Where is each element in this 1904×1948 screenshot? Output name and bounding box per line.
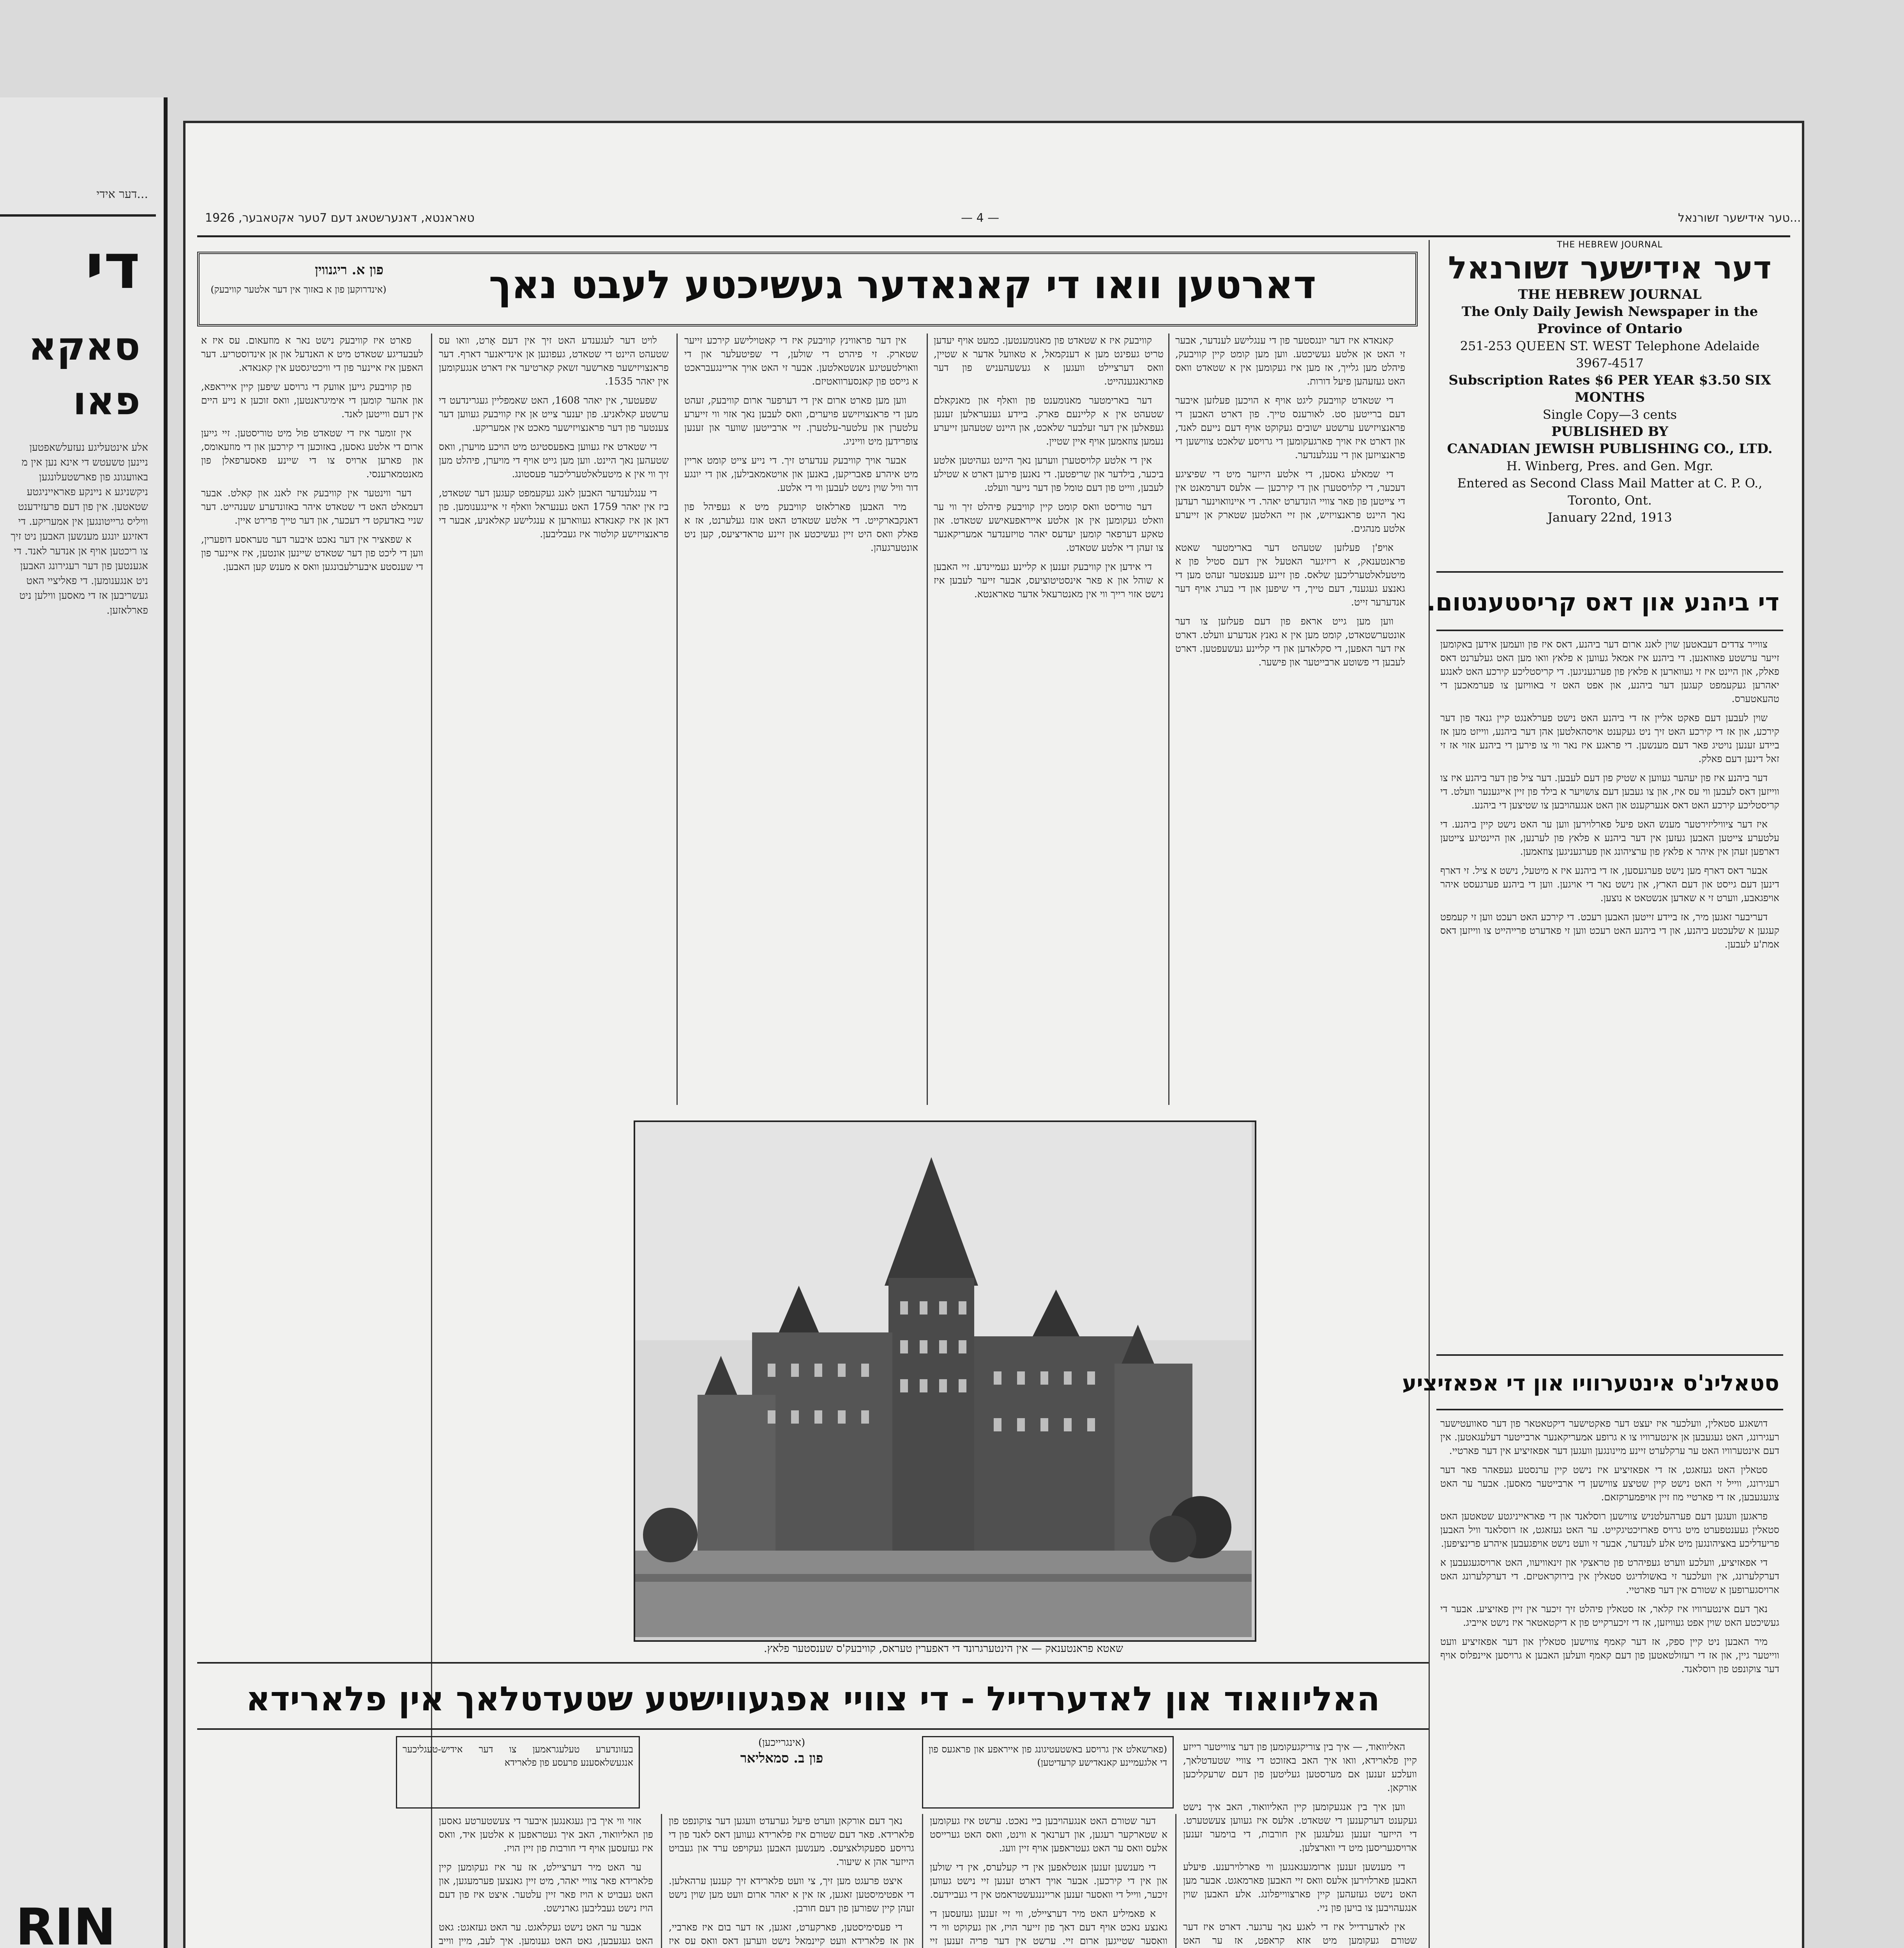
feature-byline-note: (אינדרוקען פון א באזוך אין דער אלטער קוויבעק) (210, 284, 387, 295)
previous-page-strip (0, 97, 168, 1948)
bottom-column-2 (930, 1814, 1167, 1948)
feature-paragraph: אויפ'ן פעלזען שטעהט דער בארימטער שאטא פראנטענאק, א ריזיגער האטעל אין דעם סטיל פון א מיטעלאלטערליכען שלאס. פון זיינע פענצטער זעהט מען די גאנצע געגענד, דעם טייך, די שיפען און די בערג אויף דער אנדערער זייט. (1175, 542, 1405, 608)
column-rule (1175, 1814, 1176, 1948)
editorial-1-paragraph: דעריבער זאגען מיר, אז ביידע זייטען האבען רעכט. די קירכע האט רעכט ווען זי קעמפט קעגען א שלעכטע ביהנע, און די ביהנע האט רעכט ווען זי פאדערט פרייהייט צו ווייזען דאס אמת'ע לעבען. (1440, 911, 1779, 950)
feature-paragraph: ווען מען גייט אראפ פון דעם פעלזען צו דער אונטערשטאדט, קומט מען אין א גאנץ אנדערע וועלט. דארט איז דער האפען, די סקלאדען און די קליינע געשעפטען. דארט לעבען די פשוטע ארבייטער און פישער. (1175, 616, 1405, 668)
previous-page-heading-2: פאו (73, 378, 140, 423)
column-rule (1168, 333, 1169, 1105)
masthead-date: January 22nd, 1913 (1547, 510, 1672, 525)
bottom-column-1 (1183, 1740, 1417, 1948)
feature-paragraph: קוויבעק איז א שטאדט פון מאנומענטען. כמעט אויף יעדען טריט געפינט מען א דענקמאל, א טאוועל אדער א שטיין, וואס דערציילט וועגען א געשעהעניש פון דער פארגאנגענהייט. (934, 335, 1164, 387)
editorial-1-headline: די ביהנע און דאס קריסטענטום. (1426, 588, 1779, 616)
column-rule (927, 333, 928, 1105)
editorial-2-rule (1436, 1409, 1783, 1410)
previous-page-ad-word: RIN (16, 1897, 116, 1948)
editorial-1-paragraph: שוין לעבען דעם פאקט אליין אז די ביהנע האט נישט פערלאנגט קיין גנאד פון דער קירכע, און אז די קירכע האט זיך ניט געקענט אויסהאלטען אהן דער ביהנע, ווייזט מען אז ביידע זענען נויטיג פאר דעם מענשען. די פראגע איז נאר ווי צו פירען די ביהנע אזוי אז זי זאל דינען דעם פאלק. (1440, 712, 1779, 764)
feature-column-4 (439, 333, 669, 1105)
masthead-rates: Subscription Rates $6 PER YEAR $3.50 SIX MONTHS (1448, 372, 1771, 405)
previous-page-big-letters: די (85, 230, 140, 303)
newspaper-page (183, 121, 1804, 1948)
feature-paragraph: די שמאלע גאסען, די אלטע הייזער מיט די שפיציגע דעכער, די קלויסטערן און די קירכען — אלעס דערמאנט אין די צייטען פון פאר צוויי הונדערט יאהר. די איינוואוינער רעדען נאך היינט פראנצויזיש, און זיי האלטען שטארק אן זייערע אלטע מנהגים. (1175, 468, 1405, 534)
feature-headline: דארטען וואו די קאנאדער געשיכטע לעבט נאך (489, 262, 1316, 307)
bottom-note-box-right (922, 1736, 1174, 1809)
feature-paragraph: די שטאדט איז געווען באפעסטיגט מיט הויכע מויערן, וואס שטעהען נאך היינט. ווען מען גייט אויף די מויערן, פיהלט מען זיך ווי אין א מיטעלאלטערליכער פעסטונג. (439, 441, 669, 480)
masthead-single-copy: Single Copy—3 cents (1542, 407, 1677, 422)
bottom-paragraph: ווען איך בין אנגעקומען קיין האליוואוד, האב איך נישט געקענט דערקענען די שטאדט. אלעס איז געווען צעשטערט. די הייזער זענען געלעגען אין חורבות, די בוימער זענען ארויסגעריסען מיט די ווארצלען. (1183, 1801, 1417, 1853)
bottom-article-rule-top (197, 1662, 1429, 1664)
editorial-2-paragraph: סטאלין האט געזאגט, אז די אפאזיציע איז נישט קיין ערנסטע געפאהר פאר דער רעגירונג, ווייל זי האט נישט קיין שטיצע צווישען די ארבייטער מאסען. אבער ער האט צוגעגעבען, אז די פארטיי מוז זיין אויפמערקזאם. (1440, 1464, 1779, 1503)
editorial-2-paragraph: פראגען וועגען דעם פערהעלטניש צווישען רוסלאנד און די פאראייניגטע שטאטען האט סטאלין געענטפערט מיט גרויס פארזיכטיגקייט. ער האט געזאגט, אז רוסלאנד וויל האבען פריעדליכע באציהונגען מיט אלע לענדער, אבער זי וועט נישט אויפגעבען איהרע פרינציפען. (1440, 1510, 1779, 1549)
feature-paragraph: די אידען אין קוויבעק זענען א קליינע געמיינדע. זיי האבען א שוהל און א פאר אינסטיטוציעס, אבער זייער לעבען איז נישט אזוי רייך ווי אין מאנטרעאל אדער טאראנטא. (934, 561, 1164, 600)
editorial-1-rule (1436, 630, 1783, 631)
bottom-article-rule (197, 1728, 1429, 1730)
masthead-small-title: THE HEBREW JOURNAL (1557, 240, 1663, 250)
editorial-1-paragraph: איז דער ציוויליזירטער מענש האט פיעל פארלוירען ווען ער האט נישט קיין ביהנע. די עלטערע צייטען האבען געזען אין דער ביהנע א פלאץ פון לערנען, און היינטיגע צייטען דארפען זעהן אין איהר א פלאץ פון ערציהונג און פערגעניגען צוזאמען. (1440, 819, 1779, 857)
feature-paragraph: די שטאדט קוויבעק ליגט אויף א הויכען פעלזען איבער דעם ברייטען סט. לאורענס טייך. פון דארט האבען די פראנצויזישע ערשטע ישובים געקוקט אויף דעם נייעם לאנד, און דארט איז אויך פארגעקומען די גרויסע שלאכט צווישען די פראנצויזען און די ענגלענדער. (1175, 395, 1405, 461)
bottom-paragraph: נאך דעם אורקאן ווערט פיעל גערעדט וועגען דער צוקונפט פון פלארידא. פאר דעם שטורם איז פלארידא געווען דאס לאנד פון די גרויסע ספעקולאציעס. מענשען האבען געקויפט ערד און געבויט הייזער אהן א שיעור. (669, 1815, 914, 1867)
bottom-paragraph: א פאמיליע האט מיר דערציילט, ווי זיי זענען געזעסען די גאנצע נאכט אויף דעם דאך פון זייער הויז, און געקוקט ווי די וואסער שטייגען ארום זיי. ערשט אין דער פריה זענען זיי (930, 1908, 1167, 1946)
feature-paragraph: אין זומער איז די שטאדט פול מיט טוריסטען. זיי גייען ארום די אלטע גאסען, באזוכען די קירכען און די מוזעאומס, און פארען ארויס צו די שיינע פאסערפאלן פון מאנטמארענסי. (201, 427, 423, 480)
masthead-english-name: THE HEBREW JOURNAL (1518, 287, 1702, 302)
feature-column-2 (934, 333, 1164, 1105)
previous-page-header: ...דער אידי (96, 187, 148, 201)
feature-paragraph: די ענגלענדער האבען לאנג געקעמפט קעגען דער שטאדט, ביז אין יאהר 1759 האט גענעראל וואלף זי איינגענומען. פון דאן אן איז קאנאדא געווארען א ענגלישע קאלאניע, אבער די פראנצויזישע קולטור איז געבליבען. (439, 487, 669, 540)
feature-paragraph: אין די אלטע קלויסטערן ווערען נאך היינט געהיטען אלטע ביכער, בילדער און שריפטען. די נאנען פירען דארט א שטילע לעבען, ווייט פון דעם טומל פון דער נייער וועלט. (934, 455, 1164, 493)
bottom-paragraph: די פעסימיסטען, פארקערט, זאגען, אז דער בום איז פארביי, און אז פלארידא וועט קיינמאל נישט ווערען דאס וואס עס איז (669, 1922, 914, 1946)
bottom-paragraph: האליוואוד, — איך בין צוריקגעקומען פון דער צווייטער רייזע קיין פלארידא, וואו איך האב באזוכט די צוויי שטעדטלאך, וועלכע זענען אם מערסטען געליטען פון דעם שרעקליכען אורקאן. (1183, 1741, 1417, 1793)
feature-paragraph: מיר האבען פארלאזט קוויבעק מיט א געפיהל פון דאנקבארקייט. די אלטע שטאדט האט אונז געלערנט, אז א פאלק וואס היט זיין געשיכטע און זיינע טראדיציעס, קען ניט אונטערגעהן. (684, 501, 918, 553)
column-rule (661, 1814, 662, 1948)
bottom-paragraph: אבער ער האט נישט געקלאגט. ער האט געזאגט: גאט האט געגעבען, גאט האט גענומען. איך לעב, מיין ווייב (439, 1922, 653, 1946)
feature-paragraph: קאנאדא איז דער יונגסטער פון די ענגלישע לענדער, אבער זי האט אן אלטע געשיכטע. ווען מען קומט קיין קוויבעק, פיהלט מען גלייך, אז מען איז געקומען אין א שטאדט וואס האט געזעהען פיעל דורות. (1175, 335, 1405, 387)
feature-paragraph: אין דער פראווינץ קוויבעק איז די קאטוילישע קירכע זייער שטארק. זי פיהרט די שולען, די שפיטעלער און די וואוילטעטיגע אנשטאלטען. אבער זי האט אויך אריינגעבראכט א גייסט פון קאנסערוואטיזם. (684, 335, 918, 387)
feature-paragraph: ווען מען פארט ארום אין די דערפער ארום קוויבעק, זעהט מען די פראנצויזישע פויערים, וואס לעבען נאך אזוי ווי זייערע עלטערן און עלטער-עלטערן. זיי ארבייטען שווער און זענען צופרידען מיט ווייניג. (684, 395, 918, 447)
bottom-note-box-left (396, 1736, 640, 1809)
feature-column-1 (1175, 333, 1405, 1105)
feature-byline-author: פון א. ריגנווין (314, 262, 384, 278)
editorial-2-paragraph: דושאגע סטאלין, וועלכער איז יעצט דער פאקטישער דיקטאטאר פון דער סאוועטישער רעגירונג, האט געגעבען אן אינטערוויו צו א גרופע אמעריקאנער ארבייטער דעלעגאטען. אין דעם אינטערוויו האט ער ערקלערט זיינע מיינונגען וועגען דער אפאזיציע אין דער פארטיי. (1440, 1418, 1779, 1456)
folio-page-number: — 4 — (961, 211, 1000, 225)
bottom-paragraph: אין לאדערדייל איז די לאגע נאך ערגער. דארט איז דער שטורם געקומען מיט אזא קראפט, אז ער האט (1183, 1921, 1417, 1946)
photo-caption: שאטא פראנטענאק — אין הינטערגרונד די דאפערין טעראס, קוויבעק'ס שענסטער פלאץ. (763, 1643, 1123, 1655)
bottom-paragraph: איצט פרעגט מען זיך, צי וועט פלארידא זיך קענען ערהאלען. די אפטימיסטען זאגען, אז אין א יאהר ארום וועט מען שוין נישט זעהן קיין שפורען פון דעם חורבן. (669, 1875, 914, 1914)
feature-paragraph: דער טוריסט וואס קומט קיין קוויבעק פיהלט זיך ווי ער וואלט געקומען אין אן אלטע אייראפעאישע שטאדט. און טאקע דערפאר קומען יעדעס יאהר טויזענדער אמעריקאנער צו זעהן די אלטע שטאדט. (934, 501, 1164, 553)
bottom-paragraph: די מענשען זענען ארומגעגאנגען ווי פארלוירענע. פיעלע האבען פארלוירען אלעס וואס זיי האבען פארמאגט. אבער מען האט נישט געזעהען קיין פארצווייפלונג. אלע האבען שוין אנגעהויבען צו בויען פון ניי. (1183, 1861, 1417, 1913)
masthead-publisher: CANADIAN JEWISH PUBLISHING CO., LTD. (1447, 441, 1773, 457)
editorial-2-rule-top (1436, 1354, 1783, 1356)
editorial-1-paragraph: דער ביהנע איז פון יעהער געווען א שטיק פון דעם לעבען. דער ציל פון דער ביהנע איז צו ווייזען דאס לעבען ווי עס איז, און צו געבען דעם צושויער א בילד פון זיין אייגענער וועלט. די קריסטליכע קירכע האט דאס אנערקענט און האט אנגעהויבען צו שטיצען די ביהנע. (1440, 772, 1779, 811)
column-rule (676, 333, 678, 1105)
column-rule (922, 1814, 923, 1948)
masthead-address: 251-253 QUEEN ST. WEST Telephone Adelaide 3967-4517 (1460, 339, 1760, 371)
bottom-paragraph: דער שטורם האט אנגעהויבען ביי נאכט. ערשט איז געקומען א שטארקער רעגען, און דערנאך א ווינט, וואס האט גערייסט אלעס וואס ער האט געטראפען אויף זיין וועג. (930, 1815, 1167, 1854)
editorial-1-body (1440, 637, 1779, 1378)
editorial-1-paragraph: אבער דאס דארף מען נישט פערגעסען, אז די ביהנע איז א מיטעל, נישט א ציל. זי דארף דינען דעם גייסט און דעם הארץ, און נישט נאר די אויגען. ווען די ביהנע פערגעסט איהר אויפגאבע, ווערט זי א שאדען אנשטאט א נוצען. (1440, 865, 1779, 903)
chateau-frontenac-photo (634, 1120, 1256, 1642)
bottom-article-headline: האליוואוד און לאדערדייל - די צוויי אפגעווישטע שטעדטלאך אין פלארידא (246, 1680, 1380, 1719)
feature-paragraph: פון קוויבעק גייען אוועק די גרויסע שיפען קיין אייראפא, און אהער קומען די אימיגראנטען, וואס זוכען א נייע היים אין דעם ווייטען לאנד. (201, 381, 423, 420)
masthead-rule (1436, 571, 1783, 573)
bottom-column-4 (439, 1814, 653, 1948)
bottom-byline-note: (אינגרייכען) (758, 1737, 805, 1749)
previous-page-rule (0, 214, 156, 217)
editorial-2-paragraph: מיר האבען ניט קיין ספק, אז דער קאמף צווישען סטאלין און דער אפאזיציע וועט ווייטער גיין, און אז די רעזולטאטען פון דעם קאמף וועלען האבען א גרויסען איינפלוס אויף דער צוקונפט פון רוסלאנד. (1440, 1636, 1779, 1675)
masthead-tagline: The Only Daily Jewish Newspaper in the Province of Ontario (1461, 304, 1758, 337)
folio-paper-name: ...טער אידישער זשורנאל (1678, 211, 1801, 225)
folio-rule (197, 235, 1790, 237)
bottom-paragraph: די מענשען זענען אנטלאפען אין די קעלערס, אין די שולען און אין די קירכען. אבער אויך דארט זענען זיי נישט געווען זיכער, ווייל די וואסער זענען ארייננגעשטראמט אין די געביידעס. (930, 1862, 1167, 1900)
editorial-1-paragraph: צווייר צדדים דעבאטען שוין לאנג ארום דער ביהנע, דאס איז פון וועמען אידען באקומען זייער ערשטע פאוואנען. די ביהנע איז אמאל געווען א פלאץ וואו מען האט געלערנט דאס פאלק, און היינט איז זי געווארען א פלאץ פון פערגעניגען. די קריסטליכע קירכע האט לאנגע יאהרען געקעמפט קעגען דער ביהנע, און אפט האט זי באוויזען צו פערמאכען די טהעאטערס. (1440, 639, 1779, 704)
feature-column-3 (684, 333, 918, 1105)
editorial-2-paragraph: די אפאזיציע, וועלכע ווערט געפיהרט פון טראצקי און זינאוויעוו, האט ארויסגעגעבען א דערקלערונג, אין וועלכער זי באשולדיגט סטאלין אין בירוקראטיזם. די דערקלערונג האט ארויסגערופען א שטורם אין דער פארטיי. (1440, 1557, 1779, 1595)
folio-dateline: טאראנטא, דאנערשטאג דעם 7טער אקטאבער, 1926 (205, 211, 475, 225)
feature-paragraph: שפעטער, אין יאהר 1608, האט שאמפליין געגרינדעט די ערשטע קאלאניע. פון יענער צייט אן איז קוויבעק געווען דער צענטער פון דער פראנצויזישער מאכט אין אמעריקע. (439, 395, 669, 433)
bottom-paragraph: ער האט מיר דערציילט, אז ער איז געקומען קיין פלארידא פאר צוויי יאהר, מיט זיין גאנצען פערמעגען, און האט געבויט א הויז פאר זיין עלטער. איצט איז פון דעם הויז נישט געבליבען גארנישט. (439, 1862, 653, 1914)
chateau-illustration (635, 1122, 1252, 1637)
feature-paragraph: פארט איז קוויבעק נישט נאר א מוזעאום. עס איז א לעבעדיגע שטאדט מיט א האנדעל און אן אינדוסטריע. דער האפען איז איינער פון די וויכטיגסטע אין קאנאדא. (201, 335, 423, 373)
feature-paragraph: דער בארימטער מאנומענט פון וואלף און מאנקאלם שטעהט אין א קליינעם פארק. ביידע גענעראלען זענען געפאלען אין דער זעלבער שלאכט, און היינט שטעהען זייערע נעמען צוזאמען אויף איין שטיין. (934, 395, 1164, 447)
masthead (1440, 240, 1779, 591)
feature-paragraph: דער ווינטער אין קוויבעק איז לאנג און קאלט. אבער דעמאלט האט די שטאדט איהר באזונדערע שענהייט. דער שניי באדעקט די דעכער, און דער טייך פרירט איין. (201, 487, 423, 526)
masthead-entered: Entered as Second Class Mail Matter at C. P. O., Toronto, Ont. (1457, 476, 1763, 508)
bottom-note-right-text: (פארשאלט אין גרויסע באשטעטיגונג פון אייראפע און פראגעס פון די אלגעמיינע קאנאדישע קרעדיטען) (929, 1744, 1167, 1768)
masthead-officers: H. Winberg, Pres. and Gen. Mgr. (1506, 459, 1713, 473)
editorial-2-paragraph: נאך דעם אינטערוויו איז קלאר, אז סטאלין פיהלט זיך זיכער אין זיין פאזיציע. אבער די געשיכטע האט שוין אפט געוויזען, אז די זיכערקייט פון א דיקטאטאר איז נישט אייביג. (1440, 1603, 1779, 1628)
folio-line (197, 211, 1801, 232)
bottom-column-3 (669, 1814, 914, 1948)
bottom-note-left-text: בעזונדערע טעלעגראמען צו דער אידיש-טעגליכער אנגעשלאסענע פרעסע פון פלארידא (403, 1744, 633, 1768)
feature-paragraph: אבער אויך קוויבעק ענדערט זיך. די נייע צייט קומט אריין מיט איהרע פאבריקען, באנען און אויטאמאבילען, און די יונגע דור וויל שוין נישט לעבען ווי די אלטע. (684, 455, 918, 493)
feature-paragraph: לויט דער לעגענדע האט זיך אין דעם אָרט, וואו עס שטעהט היינט די שטאדט, געפונען אן אינדיאנער דארף. דער פראנצויזישער פארשער זשאק קארטיער איז דארט אנגעקומען אין יאהר 1535. (439, 335, 669, 387)
editorial-2-body (1440, 1417, 1779, 1948)
bottom-paragraph: אזוי ווי איך בין געגאנגען איבער די צעשטערטע גאסען פון האליוואוד, האב איך געטראפען א אלטען איד, וואס איז געזעסען אויף די חורבות פון זיין הויז. (439, 1815, 653, 1854)
column-rule (1429, 240, 1430, 1948)
masthead-published-by: PUBLISHED BY (1551, 424, 1669, 439)
bottom-byline-author: פון ב. סמאליאר (740, 1750, 823, 1766)
masthead-yiddish-name: דער אידישער זשורנאל (1448, 250, 1772, 286)
feature-paragraph: א שפאציר אין דער נאכט איבער דער טעראסע דופערין, ווען די ליכט פון דער שטאדט שיינען אונטען, איז איינער פון די שענסטע איבערלעבונגען וואס א מענש קען האבען. (201, 534, 423, 572)
previous-page-heading-1: סאקא (28, 323, 140, 369)
editorial-2-headline: סטאלינ'ס אינטערוויו און די אפאזיציע (1402, 1371, 1779, 1396)
previous-page-body: אלע אינטעליגע נעזעלשאפטען ניינען טשעטש די אינא נען אין מ באוועגונג פון פארשטעלונגען ניקשניגע א ניינקע פאראייניגטע שטאטען. אין פון דעם פרעזידענט וויליס גרייטונגען אין אמעריקע. די דאזיגע יונגע מענשען האבען ניט זיך צו ריכטען אויף אן אנדער לאנד. די אגענטען פון דער רעגירונג האבען ניט אנגענומען. די פאליציי האט געשריבען אז די מאסען ווילען ניט פארלאזען. (11, 442, 148, 616)
